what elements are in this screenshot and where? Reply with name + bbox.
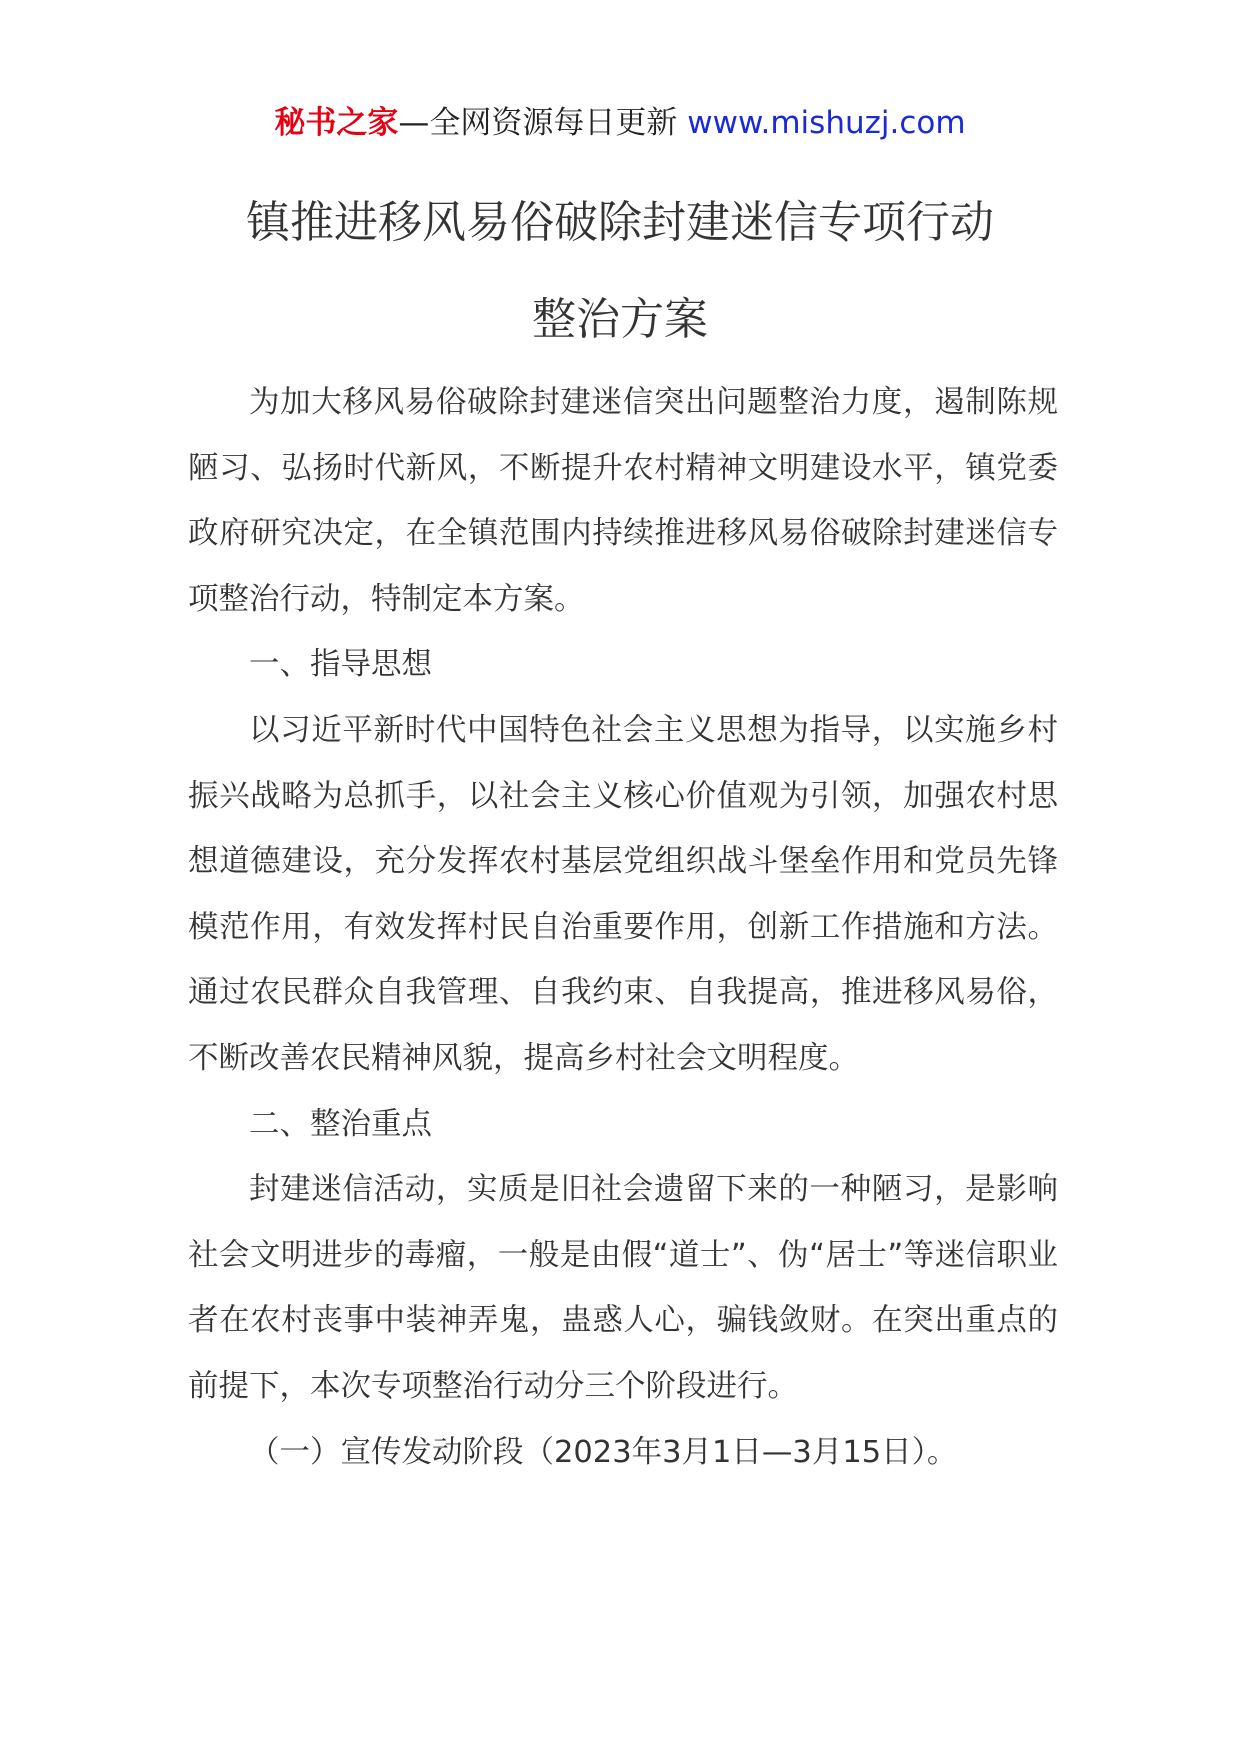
paragraph-guiding-ideology: 以习近平新时代中国特色社会主义思想为指导，以实施乡村振兴战略为总抓手，以社会主义核心价值观为引领，加强农村思想道德建设，充分发挥农村基层党组织战斗堡垒作用和党员先锋模范作用，有效发挥村民自治重要作用，创新工作措施和方法。通过农民群众自我管理、自我约束、自我提高，推进移风易俗，不断改善农民精神风貌，提高乡村社会文明程度。 [188, 712, 1058, 1076]
subsection-heading-publicity-phase: （一）宣传发动阶段（2023年3月1日—3月15日）。 [249, 1434, 958, 1470]
site-header [0, 100, 1240, 146]
brand-name: 秘书之家 [274, 105, 399, 141]
site-url-link[interactable]: www.mishuzj.com [687, 105, 966, 141]
paragraph-key-focus: 封建迷信活动，实质是旧社会遗留下来的一种陋习，是影响社会文明进步的毒瘤，一般是由假“道士”、伪“居士”等迷信职业者在农村丧事中装神弄鬼，蛊惑人心，骗钱敛财。在突出重点的前提下，本次专项整治行动分三个阶段进行。 [188, 1172, 1058, 1404]
section-heading-key-focus: 二、整治重点 [249, 1106, 432, 1142]
document-title-line-2: 整治方案 [532, 294, 708, 345]
section-heading-guiding-ideology: 一、指导思想 [249, 647, 432, 683]
document-title-line-1: 镇推进移风易俗破除封建迷信专项行动 [246, 197, 994, 248]
document-body [188, 370, 1058, 1485]
header-tagline: —全网资源每日更新 [398, 105, 678, 141]
paragraph-intro: 为加大移风易俗破除封建迷信突出问题整治力度，遏制陈规陋习、弘扬时代新风，不断提升农村精神文明建设水平，镇党委政府研究决定，在全镇范围内持续推进移风易俗破除封建迷信专项整治行动，特制定本方案。 [188, 385, 1058, 617]
